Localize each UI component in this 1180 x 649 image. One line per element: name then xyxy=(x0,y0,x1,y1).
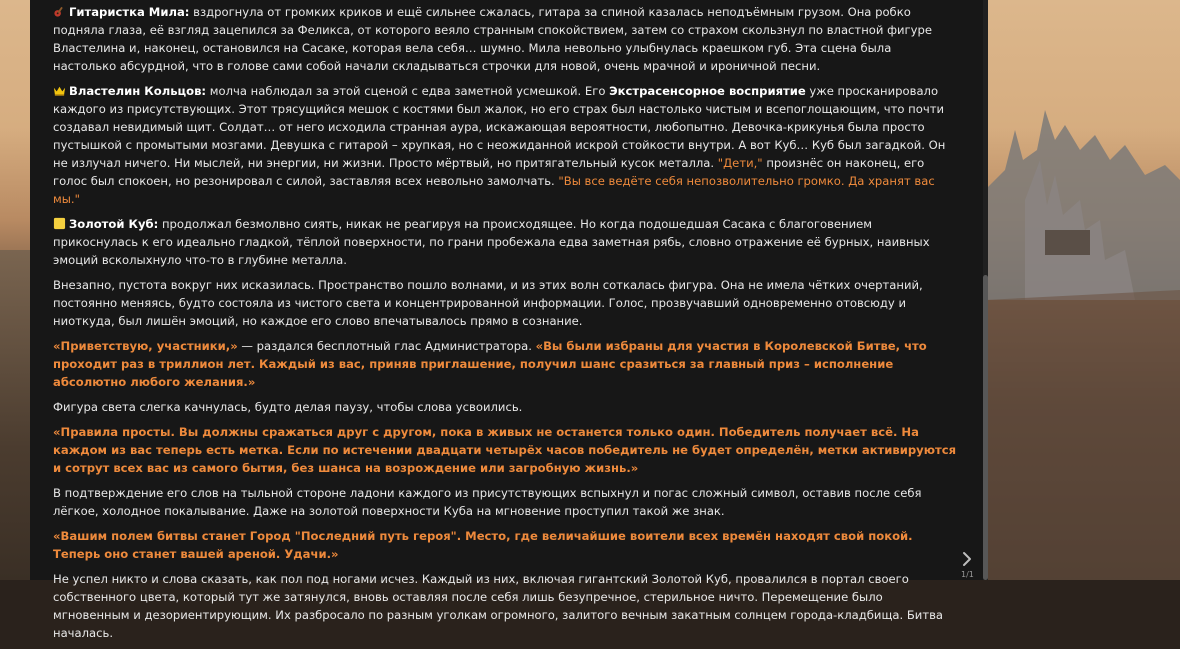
paragraph-admin-rules: «Правила просты. Вы должны сражаться друг с другом, пока в живых не останется только один. Победитель получает всё. На каждом из вас теперь есть метка. Если по истечении двадцати четырёх часов победитель не будет определён, метки активируются и сотрут всех вас из самого бытия, без шанса на возрождение или загробную жизнь.» xyxy=(53,425,957,475)
paragraph-text: уже просканировало каждого из присутствующих. Этот трясущийся мешок с костями был жалок, но его страх был настолько чистым и всепоглощающим, что почти создавал невидимый щит. Солдат… от него исходила странная аура, искажающая вероятности, любопытно. Девочка-крикунья была просто пустышкой с промытыми мозгами. Девушка с гитарой – хрупкая, но с неожиданной искрой стойкости внутри. А вот Куб… Куб был загадкой. Он не излучал ничего. Ни мыслей, ни энергии, ни жизни. Просто мёртвый, но притягательный кусок металла. xyxy=(53,84,946,170)
quote-text: «Вы были избраны для участия в Королевской Битве, что проходит раз в триллион лет. Каждый из вас, приняв приглашение, получил шанс сразиться за главный приз – исполнение абсолютно любого желания.» xyxy=(53,339,927,389)
paragraph-admin-arena: «Вашим полем битвы станет Город "Последний путь героя". Место, где величайшие воители всех времён находят свой покой. Теперь оно станет вашей ареной. Удачи.» xyxy=(53,529,913,561)
paragraph-guitarist xyxy=(53,3,958,75)
scrollbar-thumb[interactable] xyxy=(983,275,988,580)
paragraph-narration: Внезапно, пустота вокруг них исказилась. Пространство пошло волнами, и из этих волн соткалась фигура. Она не имела чётких очертаний, постоянно меняясь, будто состояла из чистого света и концентрированной информации. Голос, прозвучавший одновременно отовсюду и ниоткуда, был лишён эмоций, но каждое его слово впечатывалось прямо в сознание. xyxy=(53,278,923,328)
crown-icon xyxy=(53,84,66,97)
paragraph-narration: Не успел никто и слова сказать, как пол под ногами исчез. Каждый из них, включая гигантский Золотой Куб, провалился в портал своего собственного цвета, который тут же затянулся, вновь оставляя после себя лишь безупречное, стерильное ничто. Перемещение было мгновенным и дезориентирующим. Их разбросало по разным уголкам огромного, залитого вечным закатным солнцем города-кладбища. Битва началась. xyxy=(53,572,944,640)
speaker-name: Властелин Кольцов: xyxy=(69,84,207,98)
speaker-name: Гитаристка Мила: xyxy=(69,5,190,19)
paragraph-text: продолжал безмолвно сиять, никак не реагируя на происходящее. Но когда подошедшая Сасака с благоговением прикоснулась к его идеально гладкой, тёплой поверхности, по грани пробежала едва заметная рябь, словно отражение её бурных, наивных эмоций всколыхнуло что-то в глубине металла. xyxy=(53,217,930,267)
chevron-right-icon[interactable] xyxy=(958,550,976,568)
speaker-name: Золотой Куб: xyxy=(69,217,159,231)
quote-text: "Дети," xyxy=(717,156,763,170)
yellow-square-icon xyxy=(53,217,66,230)
quote-text: "Вы все ведёте себя непозволительно громко. Да хранят вас мы." xyxy=(53,174,935,206)
guitar-icon xyxy=(53,5,66,18)
paragraph-cube xyxy=(53,215,958,269)
paragraph-text: — раздался бесплотный глас Администратора. xyxy=(237,339,536,353)
paragraph-narration: В подтверждение его слов на тыльной стороне ладони каждого из присутствующих вспыхнул и погас сложный символ, оставив после себя лёгкое, холодное покалывание. Даже на золотой поверхности Куба на мгновение проступил такой же знак. xyxy=(53,486,922,518)
paragraph-admin-greeting xyxy=(53,337,958,391)
ruins-silhouette xyxy=(985,0,1180,580)
paragraph-lord xyxy=(53,82,958,208)
story-message xyxy=(53,3,958,649)
scrollbar[interactable] xyxy=(983,0,988,580)
quote-text: «Приветствую, участники,» xyxy=(53,339,238,353)
paragraph-text: произнёс он наконец, его голос был спокоен, но резонировал с силой, заставляя всех невольно замолчать. xyxy=(53,156,925,188)
skill-name: Экстрасенсорное восприятие xyxy=(609,84,806,98)
paragraph-text: вздрогнула от громких криков и ещё сильнее сжалась, гитара за спиной казалась неподъёмным грузом. Она робко подняла глаза, её взгляд зацепился за Феликса, от которого веяло странным спокойствием, затем со страхом скользнул по властной фигуре Властелина и, наконец, остановился на Сасаке, которая вела себя… шумно. Мила невольно улыбнулась краешком губ. Эта сцена была настолько абсурдной, что в голове сами собой начали складываться строчки для новой, очень мрачной и ироничной песни. xyxy=(53,5,932,73)
paragraph-narration: Фигура света слегка качнулась, будто делая паузу, чтобы слова усвоились. xyxy=(53,400,523,414)
paragraph-text: молча наблюдал за этой сценой с едва заметной усмешкой. Его xyxy=(206,84,610,98)
page-counter: 1/1 xyxy=(961,570,974,579)
